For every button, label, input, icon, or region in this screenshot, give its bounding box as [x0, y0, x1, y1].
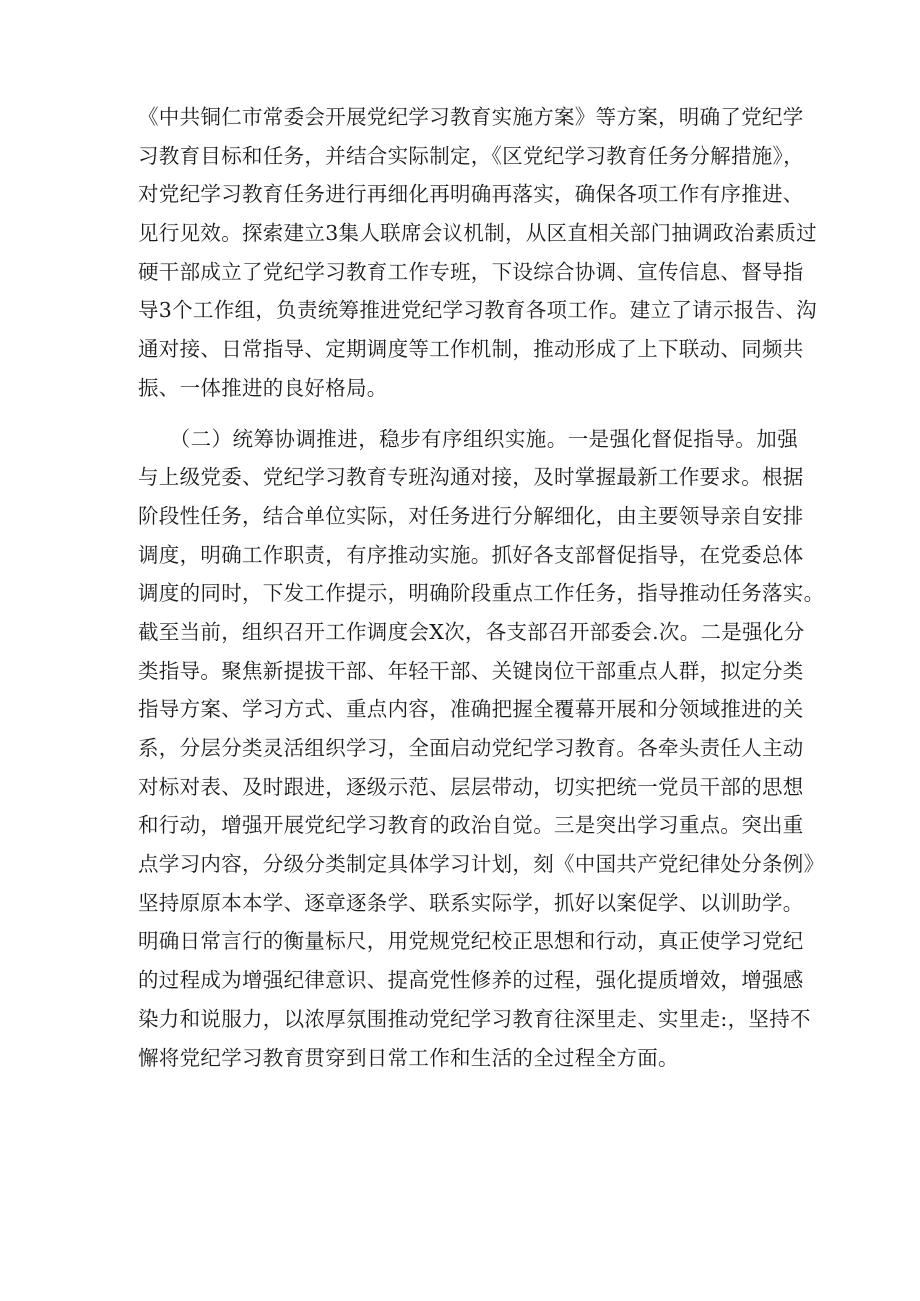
text-line: 和行动，增强开展党纪学习教育的政治自觉。三是突出学习重点。突出重: [138, 813, 804, 838]
text-line: 通对接、日常指导、定期调度等工作机制，推动形成了上下联动、同频共: [138, 337, 804, 362]
paragraph-gap: [138, 408, 798, 420]
text-line: 点学习内容，分级分类制定具体学习计划，刻《中国共产党纪律处分条例》: [138, 852, 825, 877]
text-line: 习教育目标和任务，并结合实际制定，《区党纪学习教育任务分解措施》，: [138, 143, 804, 168]
text-line: 硬干部成立了党纪学习教育工作专班，下设综合协调、宣传信息、督导指: [138, 259, 804, 284]
text-line: 坚持原原本本学、逐章逐条学、联系实际学，抓好以案促学、以训助学。: [138, 890, 804, 915]
text-line: 明确日常言行的衡量标尺，用党规党纪校正思想和行动，真正使学习党纪: [138, 929, 804, 954]
text-line: 阶段性任务，结合单位实际，对任务进行分解细化，由主要领导亲自安排: [138, 503, 804, 528]
text-line: 《中共铜仁市常委会开展党纪学习教育实施方案》等方案，明确了党纪学: [138, 105, 804, 129]
text-line: 见行见效。探索建立3集人联席会议机制，从区直相关部门抽调政治素质过: [138, 221, 817, 246]
paragraph-2: [138, 420, 825, 1078]
text-line: 截至当前，组织召开工作调度会X次，各支部召开部委会.次。二是强化分: [138, 619, 805, 644]
text-line: 类指导。聚焦新提拔干部、年轻干部、关键岗位干部重点人群，拟定分类: [138, 658, 804, 683]
paragraph-1: [138, 98, 817, 408]
text-line: 调度的同时，下发工作提示，明确阶段重点工作任务，指导推动任务落实。: [138, 581, 825, 606]
text-line: 染力和说服力，以浓厚氛围推动党纪学习教育往深里走、实里走:，坚持不: [138, 1006, 811, 1031]
text-line: （二）统筹协调推进，稳步有序组织实施。一是强化督促指导。加强: [138, 426, 798, 451]
text-line: 懈将党纪学习教育贯穿到日常工作和生活的全过程全方面。: [138, 1045, 679, 1070]
text-line: 对标对表、及时跟进，逐级示范、层层带动，切实把统一党员干部的思想: [138, 774, 804, 799]
text-line: 调度，明确工作职责，有序推动实施。抓好各支部督促指导，在党委总体: [138, 542, 804, 567]
text-line: 系，分层分类灵活组织学习，全面启动党纪学习教育。各牵头责任人主动: [138, 736, 804, 760]
document-page: [138, 98, 825, 1077]
text-line: 与上级党委、党纪学习教育专班沟通对接，及时掌握最新工作要求。根据: [138, 465, 804, 490]
text-line: 指导方案、学习方式、重点内容，准确把握全覆幕开展和分领域推进的关: [138, 697, 804, 722]
text-line: 的过程成为增强纪律意识、提高党性修养的过程，强化提质增效，增强感: [138, 968, 804, 993]
text-line: 导3个工作组，负责统筹推进党纪学习教育各项工作。建立了请示报告、沟: [138, 298, 817, 323]
text-line: 对党纪学习教育任务进行再细化再明确再落实，确保各项工作有序推进、: [138, 182, 804, 207]
text-line: 振、一体推进的良好格局。: [138, 375, 388, 400]
